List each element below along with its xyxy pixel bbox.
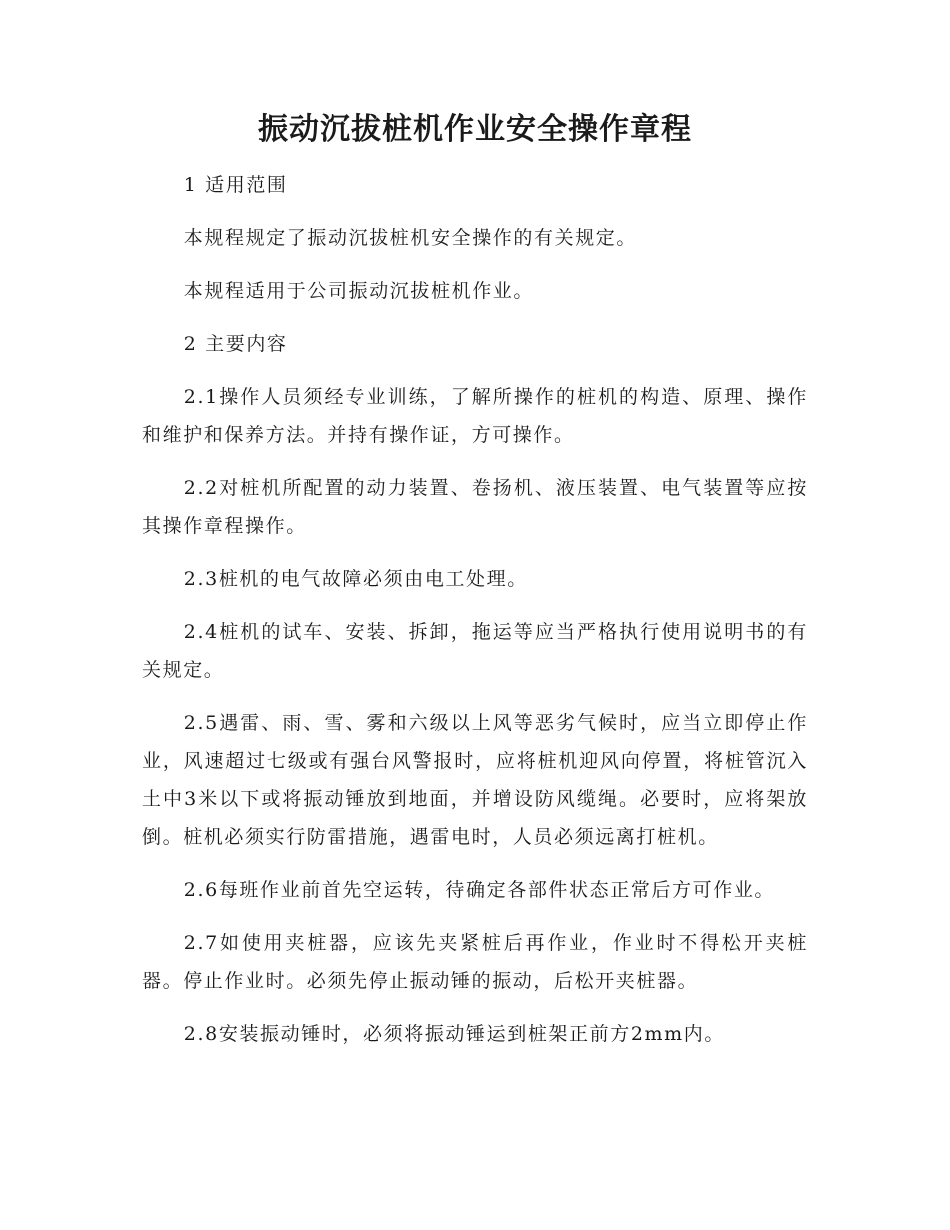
paragraph-scope-definition: 本规程规定了振动沉拔桩机安全操作的有关规定。 xyxy=(183,227,637,249)
paragraph-2-2: 2.2对桩机所配置的动力装置、卷扬机、液压装置、电气装置等应按其操作章程操作。 xyxy=(142,477,808,537)
paragraph-scope-applicability: 本规程适用于公司振动沉拔桩机作业。 xyxy=(183,280,534,302)
section-heading-scope: 1 适用范围 xyxy=(183,174,288,196)
paragraph-2-7: 2.7如使用夹桩器，应该先夹紧桩后再作业，作业时不得松开夹桩器。停止作业时。必须先停止振动锤的振动，后松开夹桩器。 xyxy=(142,932,808,992)
paragraph-2-8: 2.8安装振动锤时，必须将振动锤运到桩架正前方2mm内。 xyxy=(183,1023,725,1045)
paragraph-2-5: 2.5遇雷、雨、雪、雾和六级以上风等恶劣气候时，应当立即停止作业，风速超过七级或有强台风警报时，应将桩机迎风向停置，将桩管沉入土中3米以下或将振动锤放到地面，并增设防风缆绳。必要时，应将架放倒。桩机必须实行防雷措施，遇雷电时，人员必须远离打桩机。 xyxy=(142,712,808,848)
document-title: 振动沉拔桩机作业安全操作章程 xyxy=(258,112,692,147)
paragraph-2-3: 2.3桩机的电气故障必须由电工处理。 xyxy=(183,568,528,590)
paragraph-2-6: 2.6每班作业前首先空运转，待确定各部件状态正常后方可作业。 xyxy=(183,879,776,901)
paragraph-2-4: 2.4桩机的试车、安装、拆卸，拖运等应当严格执行使用说明书的有关规定。 xyxy=(142,621,808,681)
document-body xyxy=(142,166,808,1068)
paragraph-2-1: 2.1操作人员须经专业训练，了解所操作的桩机的构造、原理、操作和维护和保养方法。并持有操作证，方可操作。 xyxy=(142,386,808,446)
section-heading-main-content: 2 主要内容 xyxy=(183,333,288,355)
